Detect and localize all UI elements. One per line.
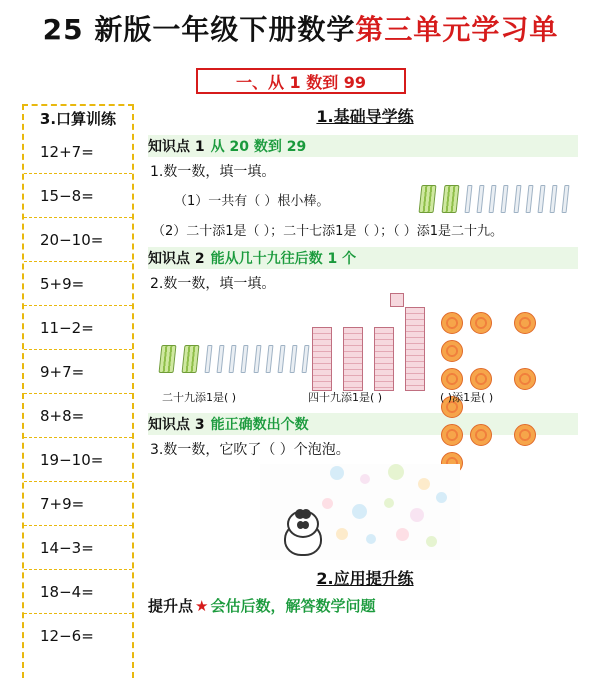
promotion-point-text: 会估后数，解答数学问题 [210,597,376,615]
question-1b: （2）二十添1是（ ）；二十七添1是（ ）；（ ）添1是二十九。 [152,224,503,239]
counting-strips-illustration [312,307,431,391]
promotion-point [148,595,590,616]
caption-1: 二十九添1是( ) [162,391,237,404]
stick-icon [549,185,557,213]
bubble-icon [384,498,394,508]
bubbles-illustration [260,464,460,560]
knowledge-point-1-text: 从 20 数到 29 [210,139,307,155]
bubble-icon [366,534,376,544]
counting-strip [405,307,425,391]
bubble-icon [330,466,344,480]
counting-illustrations [140,297,590,407]
list-item: 15−8= [24,174,132,218]
stick-icon [217,345,225,373]
stick-icon [489,185,497,213]
flower-icon [470,368,492,390]
calc-training-heading: 3.口算训练 [39,110,117,128]
list-item: 12−6= [40,627,94,645]
flower-icon [441,312,463,334]
caption-2: 四十九添1是( ) [308,391,383,404]
counting-cube [390,293,404,307]
flower-icon [441,424,463,446]
knowledge-point-3-text: 能正确数出个数 [210,417,309,433]
list-item: 12+7= [24,130,132,174]
list-item: 5+9= [24,262,132,306]
knowledge-point-2-text: 能从几十九往后数 1 个 [210,251,357,267]
page-title [0,8,601,48]
bubble-icon [336,528,348,540]
calc-training-list [24,130,132,658]
flower-icon [514,312,536,334]
question-1: 1.数一数，填一填。 [150,164,276,180]
unit-banner [196,68,406,94]
bubble-icon [436,492,447,503]
unit-banner-label: 一、从 1 数到 99 [235,72,367,92]
stick-bundle-icon [182,345,200,373]
flower-icon [441,368,463,390]
question-2: 2.数一数，填一填。 [150,276,276,292]
star-icon: ★ [195,596,209,615]
exercise-panel [140,104,590,616]
stick-icon [241,345,249,373]
bubble-icon [388,464,404,480]
knowledge-point-3-label: 知识点 3 [148,417,205,433]
promotion-point-label: 提升点 [148,597,194,615]
bubble-icon [410,508,424,522]
sticks-illustration-1 [420,185,570,213]
bubble-icon [322,498,333,509]
list-item: 7+9= [24,482,132,526]
flower-icon [470,424,492,446]
page-title-accent: 第三单元学习单 [355,13,559,46]
stick-icon [501,185,509,213]
bubble-icon [426,536,437,547]
stick-icon [229,345,237,373]
stick-icon [477,185,485,213]
list-item: 8+8= [24,394,132,438]
knowledge-point-2-label: 知识点 2 [148,251,205,267]
list-item: 11−2= [24,306,132,350]
flower-icon [470,312,492,334]
counting-strip [374,327,394,391]
stick-icon [537,185,545,213]
stick-icon [277,345,285,373]
question-1a: （1）一共有（ ）根小棒。 [174,194,330,209]
sticks-illustration-2 [160,345,322,373]
section-2-title: 2.应用提升练 [316,569,414,588]
stick-bundle-icon [442,185,460,213]
stick-icon [465,185,473,213]
bubble-icon [396,528,409,541]
stick-icon [561,185,569,213]
counting-strip [343,327,363,391]
knowledge-point-2 [148,247,578,269]
stick-icon [265,345,273,373]
section-1-title: 1.基础导学练 [316,107,414,126]
caption-3: ( )添1是( ) [440,391,494,404]
stick-icon [513,185,521,213]
bubble-icon [418,478,430,490]
flower-icon [514,368,536,390]
panda-icon [278,510,324,556]
counting-strip [312,327,332,391]
flower-icon [441,340,463,362]
stick-icon [205,345,213,373]
knowledge-point-1 [148,135,578,157]
stick-bundle-icon [159,345,177,373]
question-3: 3.数一数，它吹了（ ）个泡泡。 [150,442,350,458]
stick-icon [301,345,309,373]
stick-icon [253,345,261,373]
stick-icon [289,345,297,373]
list-item: 20−10= [24,218,132,262]
list-item: 19−10= [24,438,132,482]
flower-icon [514,424,536,446]
knowledge-point-1-label: 知识点 1 [148,139,205,155]
stick-bundle-icon [419,185,437,213]
bubble-icon [352,504,367,519]
page-title-main: 25 新版一年级下册数学 [42,13,356,46]
list-item: 9+7= [24,350,132,394]
bubble-icon [360,474,370,484]
stick-icon [525,185,533,213]
list-item: 14−3= [24,526,132,570]
list-item: 18−4= [24,570,132,614]
